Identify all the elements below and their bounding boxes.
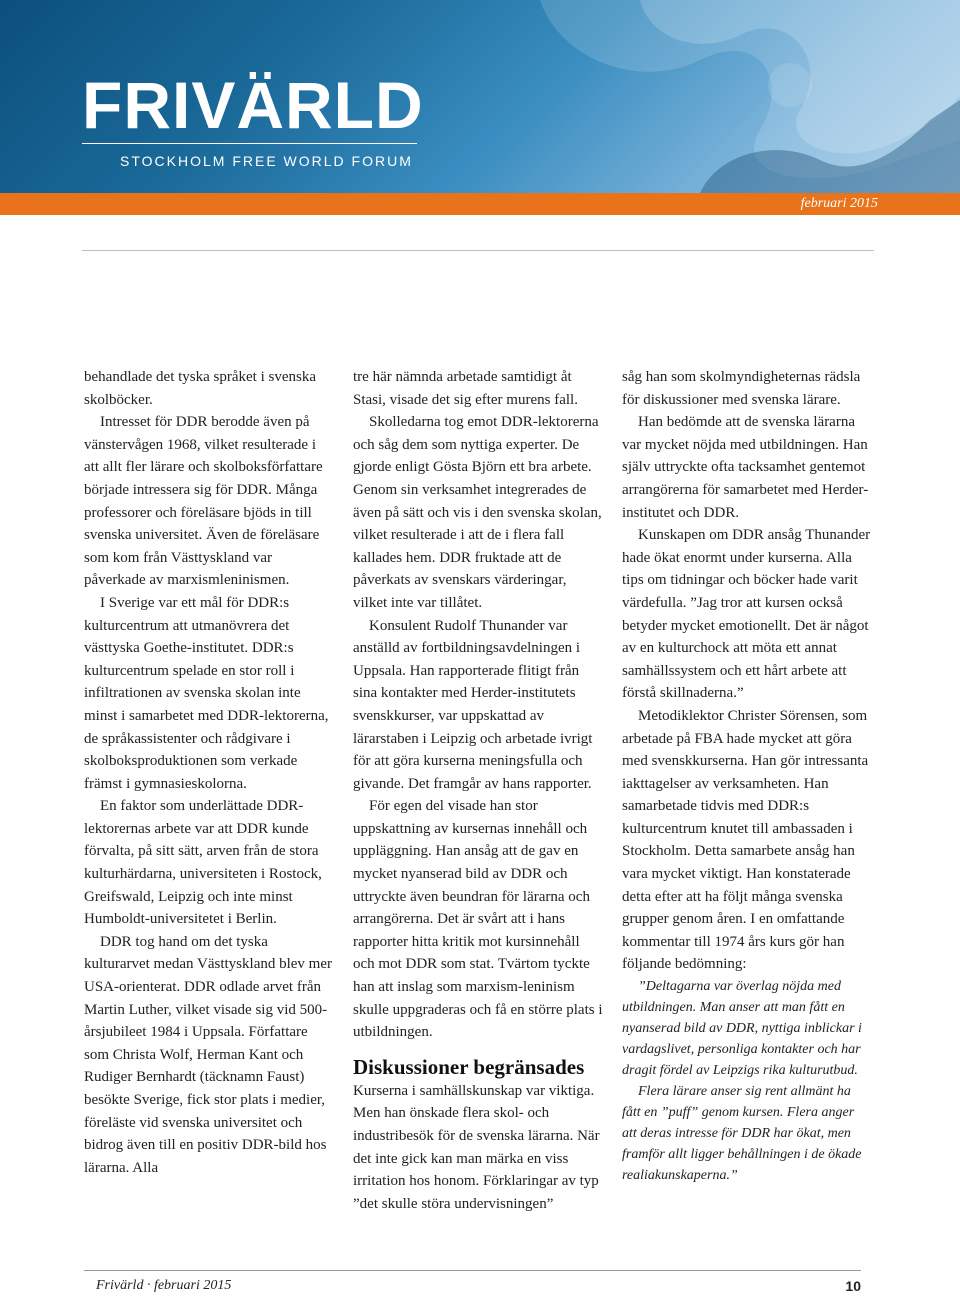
masthead-banner	[0, 0, 960, 193]
paragraph: såg han som skolmyndigheternas rädsla för diskussioner med svenska lärare.	[622, 369, 861, 408]
quote-paragraph: Flera lärare anser sig rent allmänt ha fått en ”puff” genom kursen. Flera anger att deras intresse för DDR har ökat, men framför allt ligger behållningen i de ökade realiakunskaperna.”	[622, 1084, 862, 1184]
paragraph: Kurserna i samhällskunskap var viktiga. Men han önskade flera skol- och industribesök för de svenska lärarna. När det inte gick kan man märka en viss irritation hos honom. Förklaringar av typ ”det skulle störa undervisningen”	[353, 1082, 600, 1212]
section-heading: Diskussioner begränsades	[353, 1054, 585, 1079]
paragraph: Kunskapen om DDR ansåg Thunander hade ökat enormt under kurserna. Alla tips om tidningar och böcker hade varit värdefulla. ”Jag tror att kursen också betyder mycket emotionellt. Det är något av en kulturchock att möta ett annat samhällssystem och ett hårt arbete att förstå skillnaderna.”	[622, 527, 871, 702]
paragraph: I Sverige var ett mål för DDR:s kulturcentrum att utmanövrera det västtyska Goethe-institutet. DDR:s kulturcentrum spelade en stor roll i infiltrationen av svenska skolan inte minst i samarbetet med DDR-lektorerna, de språkassistenter och rådgivare i skolboksproduktionen som verkade främst i gymnasieskolorna.	[84, 594, 329, 792]
paragraph: DDR tog hand om det tyska kulturarvet medan Västtyskland blev mer USA-orienterat. DDR odlade arvet från Martin Luther, vilket visade sig vid 500-årsjubileet 1984 i Uppsala. Författare som Christa Wolf, Herman Kant och Rudiger Bernhardt (täcknamn Faust) besökte Sverige, fick stor plats i medier, föreläste vid svenska universitet och bidrog även till en positiv DDR-bild hos lärarna. Alla	[84, 933, 332, 1176]
paragraph: Skolledarna tog emot DDR-lektorerna och såg dem som nyttiga experter. De gjorde enligt Gösta Björn ett bra arbete. Genom sin verksamhet integrerades de även på sätt och vis i den svenska skolan, vilket resulterade i att de i flera fall kallades hem. DDR fruktade att de påverkats av svenskars värderingar, vilket inte var tillåtet.	[353, 414, 602, 611]
logo-divider	[82, 143, 417, 144]
paragraph: Metodiklektor Christer Sörensen, som arbetade på FBA hade mycket att göra med svenskkurserna. Han gör intressanta iakttagelser av verksamheten. Han samarbetade tidvis med DDR:s kulturcentrum knutet till ambassaden i Stockholm. Detta samarbete ansåg han vara mycket viktigt. Han konstaterade detta efter att ha följt många svenska grupper genom åren. I en omfattande kommentar till 1974 års kurs gör han följande bedömning:	[622, 707, 869, 973]
logo: FRIVÄRLD	[82, 68, 424, 142]
tagline: STOCKHOLM FREE WORLD FORUM	[120, 153, 413, 169]
article-column-3	[622, 366, 872, 1186]
paragraph: behandlade det tyska språket i svenska skolböcker.	[84, 369, 317, 408]
paragraph: tre här nämnda arbetade samtidigt åt Stasi, visade det sig efter murens fall.	[353, 369, 578, 408]
page-number: 10	[845, 1278, 861, 1294]
paragraph: Han bedömde att de svenska lärarna var mycket nöjda med utbildningen. Han själv uttryckte ofta tacksamhet gentemot arrangörerna för samarbetet med Herder-institutet och DDR.	[622, 414, 869, 521]
quote-paragraph: ”Deltagarna var överlag nöjda med utbildningen. Man anser att man fått en nyanserad bild av DDR, nyttiga inblickar i vardagslivet, personliga kontakter och har dragit fördel av Leipzigs rika kulturutbud.	[622, 979, 862, 1079]
issue-date: februari 2015	[800, 196, 878, 211]
paragraph: En faktor som underlättade DDR-lektorernas arbete var att DDR kunde förvalta, på sitt sätt, arven från de stora kulturhärdarna, universiteten i Rostock, Greifswald, Leipzig och inte minst Humboldt-universitetet i Berlin.	[84, 798, 322, 928]
header-divider	[82, 250, 874, 251]
footer-publication: Frivärld · februari 2015	[96, 1278, 232, 1293]
article-column-2	[353, 366, 603, 1215]
paragraph: För egen del visade han stor uppskattning av kursernas innehåll och uppläggning. Han ansåg att de gav en mycket nyanserad bild av DDR och uttryckte även beundran för lärarna och arrangörerna. Det är svårt att i hans rapporter hitta kritik mot kursinnehåll och mot DDR som stat. Tvärtom tyckte han att inslag som marxism-leninism skulle uppgraderas och få en större plats i utbildningen.	[353, 798, 603, 1041]
paragraph: Intresset för DDR berodde även på vänstervågen 1968, vilket resulterade i att allt fler lärare och skolboksförfattare började intressera sig för DDR. Många professorer och föreläsare bjöds in till svenska universitet. Även de föreläsare som kom från Västtyskland var påverkade av marxismleninismen.	[84, 414, 323, 589]
article-column-1	[84, 366, 334, 1179]
paragraph: Konsulent Rudolf Thunander var anställd av fortbildningsavdelningen i Uppsala. Han rapporterade flitigt från sina kontakter med Herder-institutets svenskkurser, var uppskattad av lärarstaben i Leipzig och arbetade ivrigt för att göra kurserna meningsfulla och givande. Det framgår av hans rapporter.	[353, 617, 593, 792]
footer-divider	[84, 1270, 861, 1271]
